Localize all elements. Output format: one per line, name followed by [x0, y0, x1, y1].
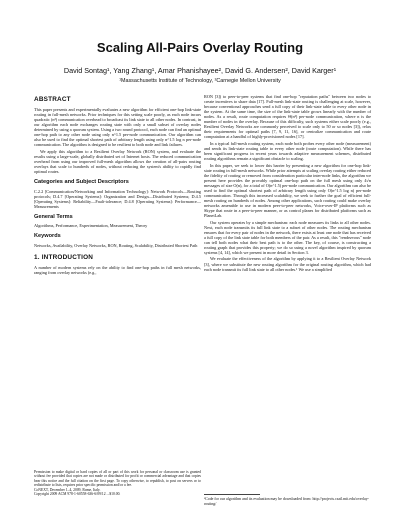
abstract-heading: ABSTRACT — [34, 96, 71, 103]
right-column — [204, 94, 371, 273]
affiliations: ¹Massachusetts Institute of Technology, ²Carnegie Mellon University — [119, 78, 281, 84]
body-paragraph-3: In this paper, we seek to lower this barrier by presenting a new algorithm for one-hop link-state routing in full-mesh networks. While prior attempts at scaling overlay routing either reduced the fidelity of routing or removed from consideration particular inter-node links, the algorithm we present here provides the provably optimal one-hop path on the full mesh using only 4√n messages of size O(n), for a total of O(n^1.5) per-node communication. Our algorithm can also be used to find the optimal shortest path of arbitrary length using only O(n^1.5 log n) per-node communication. Through this increased scalability, we seek to further the goal of efficient full-mesh routing on hundreds of nodes. Among other applications, such routing could make overlay networks amenable to use in modern peer-to-peer networks, Voice-over-IP platforms such as Skype that route in a peer-to-peer manner, or as control planes for distributed platforms such as PlanetLab. — [204, 162, 371, 219]
abstract-paragraph-1: This paper presents and experimentally evaluates a new algorithm for efficient one-hop link-state routing in full-mesh networks. Prior techniques for this setting scale poorly, as each node incurs quadratic (n²) communication overhead to broadcast its link state to all other nodes. In contrast, in our algorithm each node exchanges routing state with only a small subset of overlay nodes determined by using a quorum system. Using a two round protocol, each node can find an optimal one-hop path to any other node using only n^1.5 per-node communication. Our algorithm can also be used to find the optimal shortest path of arbitrary length using only n^1.5 log n per-node communication. The algorithm is designed to be resilient to both node and link failures. — [34, 107, 201, 148]
general-terms-heading: General Terms — [34, 213, 73, 220]
permission-text: Permission to make digital or hard copies of all or part of this work for personal or classroom use is granted without fee provided that copies are not made or distributed for profit or commercial advantage and that copies bear this notice and the full citation on the first page. To copy otherwise, to republish, to post on servers or to redistribute to lists, requires prior specific permission and/or a fee. — [34, 470, 201, 488]
keywords-text: Networks, Availability, Overlay Networks, RON, Routing, Scalability, Distributed Shortest Path — [34, 242, 198, 248]
conference-venue: CoNEXT, December 1–4, 2009, Rome, Italy. — [34, 487, 101, 492]
footnote-rule — [204, 494, 260, 495]
author-list: David Sontag¹, Yang Zhang¹, Amar Phanishayee², David G. Andersen², David Karger¹ — [63, 66, 337, 75]
abstract-paragraph-2: We apply this algorithm to a Resilient Overlay Network (RON) system, and evaluate the results using a large-scale, globally distributed set of Internet hosts. The reduced communication overhead from using our improved full-mesh algorithm allows the creation of all-pairs routing overlays that scale to hundreds of nodes, without reducing the system's ability to rapidly find optimal routes. — [34, 148, 201, 175]
body-paragraph-2: In a typical full-mesh routing system, each node both probes every other node (measurement) and sends its link-state routing table to every other node (route computation). While there has been significant progress in recent years towards adaptive measurement schemes, distributed routing algorithms remain a significant obstacle to scaling. — [204, 140, 371, 162]
introduction-heading: 1. INTRODUCTION — [34, 253, 94, 261]
footnote: ¹Code for our algorithm and its evaluation may be downloaded from: http://projects.csail.mit.edu/overlay-routing/ — [204, 497, 369, 506]
keywords-heading: Keywords — [34, 233, 61, 240]
copyright-line: Copyright 2009 ACM 978-1-60558-636-6/09/12 ...$10.00. — [34, 492, 121, 497]
body-paragraph-5: We evaluate the effectiveness of the algorithm by applying it to a Resilient Overlay Network [3], where we substitute the new routing algorithm for the original routing algorithm, which had each node transmit its full link state to all other nodes.¹ We use a simplified — [204, 256, 371, 272]
categories-heading: Categories and Subject Descriptors — [34, 179, 129, 186]
left-column — [34, 96, 201, 276]
paper-title: Scaling All-Pairs Overlay Routing — [96, 40, 304, 55]
copyright-notice — [34, 470, 201, 496]
general-terms-text: Algorithms, Performance, Experimentation, Measurement, Theory — [34, 223, 148, 229]
body-paragraph-4: Our system operates by a simple mechanism: each node measures its links to all other nodes. Next, each node transmits its full link state to a subset of other nodes. The routing mechanism ensures that for every pair of nodes in the network, there exists at least one node that has received a full copy of the link state table for both members of the pair. As a result, this "rendezvous" node can tell both nodes what their best path is to the other. The key, of course, is constructing a routing graph that provides this property; we do so using a novel algorithm inspired by quorum systems [4, 14], which we present in more detail in Section 3. — [204, 219, 371, 255]
body-paragraph-1: RON [3]) to peer-to-peer systems that find one-hop "reputation paths" between two nodes to create incentives to share data [17]. Full-mesh link-state routing is challenging at scale, however, because conventional approaches send a full copy of their link-state table to every other node in the system. At the same time, the size of the link-state table grows linearly with the number of nodes. As a result, route computation requires Θ(n²) per-node communication, where n is the number of nodes in the overlay. Because of this difficulty, such systems either scale poorly (e.g., Resilient Overlay Networks are commonly perceived to scale only to 50 or so nodes [3]), relax their requirements for optimal paths [7, 9, 11, 16], or centralize communication and route computation at a handful of highly-provisioned nodes [17]. — [204, 94, 371, 140]
categories-text: C.2.2 [Communication/Networking and Information Technology]: Network Protocols—Routing protocols; D.4.7 [Operating Systems]: Organization and Design—Distributed Systems; D.4.5 [Operating Systems]: Reliability—Fault-tolerance; D.4.8 [Operating Systems]: Performance—Measurements — [34, 188, 201, 209]
introduction-paragraph-1: A number of modern systems rely on the ability to find one-hop paths in full mesh networks, ranging from overlay networks (e.g., — [34, 264, 201, 275]
